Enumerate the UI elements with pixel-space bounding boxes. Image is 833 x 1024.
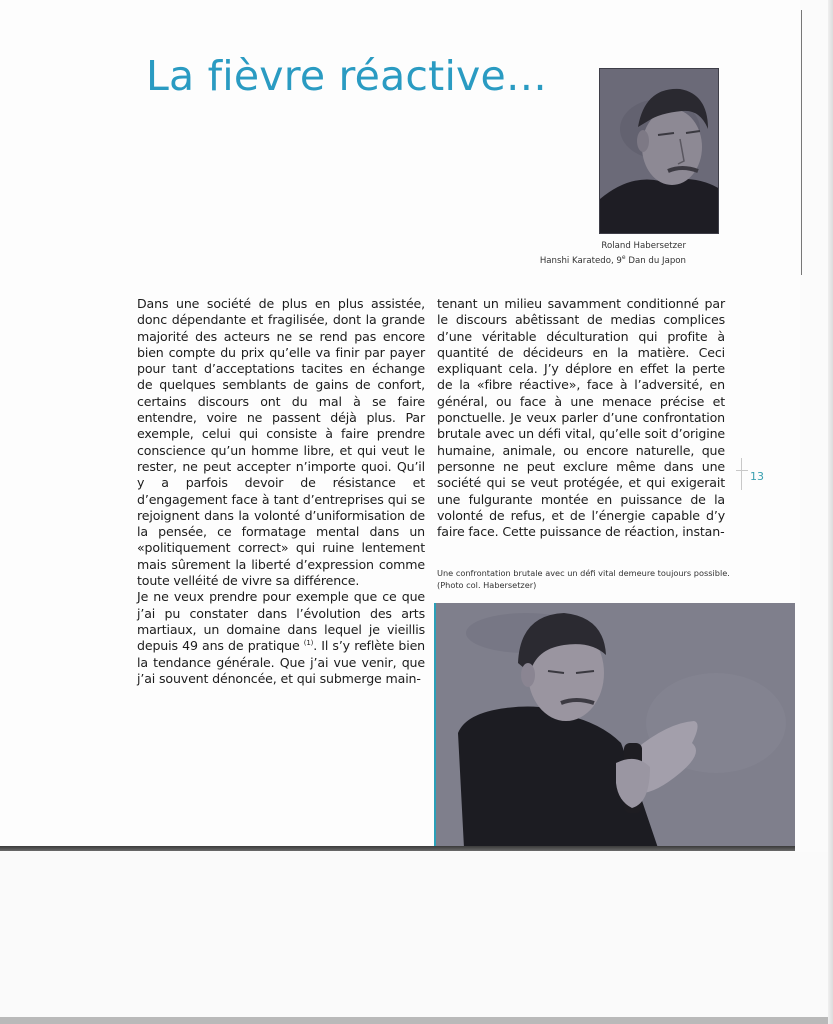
paragraph-text: Je ne veux prendre pour exemple que ce que j’ai pu constater dans l’évolution des arts martiaux, un domaine dans lequel je vieillis depuis 49 ans de pratique bbox=[137, 589, 425, 654]
author-portrait-photo bbox=[599, 68, 719, 234]
paragraph-text: . Il s’y reflète bien la tendance générale. Que j’ai vue venir, que j’ai souvent dénoncée, et qui submerge main- bbox=[137, 638, 425, 686]
article-column-left bbox=[137, 296, 425, 687]
crop-mark bbox=[736, 470, 748, 471]
page-bottom-edge bbox=[0, 846, 795, 851]
scanner-bottom-edge bbox=[0, 1017, 833, 1024]
action-image bbox=[436, 603, 795, 848]
portrait-image bbox=[600, 69, 719, 234]
scanner-right-edge bbox=[828, 0, 833, 1024]
author-title-suffix: Dan du Japon bbox=[625, 255, 686, 266]
scanner-background bbox=[0, 852, 833, 1017]
article-title: La fièvre réactive… bbox=[146, 52, 548, 100]
footnote-marker[interactable]: (1) bbox=[303, 639, 314, 648]
crop-mark bbox=[741, 458, 742, 490]
author-caption bbox=[540, 240, 686, 267]
author-title bbox=[540, 252, 686, 267]
author-title-sup: e bbox=[621, 254, 626, 261]
article-column-right bbox=[437, 296, 725, 540]
page-spine-line bbox=[801, 10, 802, 275]
article-paragraph bbox=[137, 589, 425, 687]
author-name: Roland Habersetzer bbox=[601, 241, 686, 251]
article-paragraph: Dans une société de plus en plus assistée, donc dépendante et fragilisée, dont la grande majorité des acteurs ne se rend pas encore bien compte du prix qu’elle va finir par payer pour tant d’acceptations tacites en échange de quelques semblants de gains de confort, certains discours ont du mal à se faire entendre, voire ne passent déjà plus. Par exemple, celui qui consiste à faire prendre conscience qu’un homme libre, et qui veut le rester, ne peut accepter n’importe quoi. Qu’il y a parfois devoir de résistance et d’engagement face à tant d’entreprises qui se rejoignent dans la volonté d’uniformisation de la pensée, ce formatage mental dans un «politiquement correct» qui ruine lentement mais sûrement la liberté d’expression comme toute velléité de vivre sa différence. bbox=[137, 296, 425, 589]
article-paragraph: tenant un milieu savamment conditionné par le discours abêtissant de medias complices d’une véritable déculturation qui profite à quantité de décideurs en la matière. Ceci expliquant cela. J’y déplore en effet la perte de la «fibre réactive», face à l’adversité, en général, ou face à une menace précise et ponctuelle. Je veux parler d’une confrontation brutale avec un défi vital, qu’elle soit d’origine humaine, animale, ou encore naturelle, que personne ne peut exclure même dans une société qui se veut protégée, et qui exigerait une fulgurante montée en puissance de la volonté de refus, et de l’énergie capable d’y faire face. Cette puissance de réaction, instan- bbox=[437, 296, 725, 540]
page-number: 13 bbox=[750, 470, 764, 483]
action-photo bbox=[434, 603, 795, 848]
author-title-text: Hanshi Karatedo, 9 bbox=[539, 255, 622, 266]
photo-caption: Une confrontation brutale avec un défi vital demeure toujours possible. (Photo col. Habersetzer) bbox=[437, 568, 730, 590]
